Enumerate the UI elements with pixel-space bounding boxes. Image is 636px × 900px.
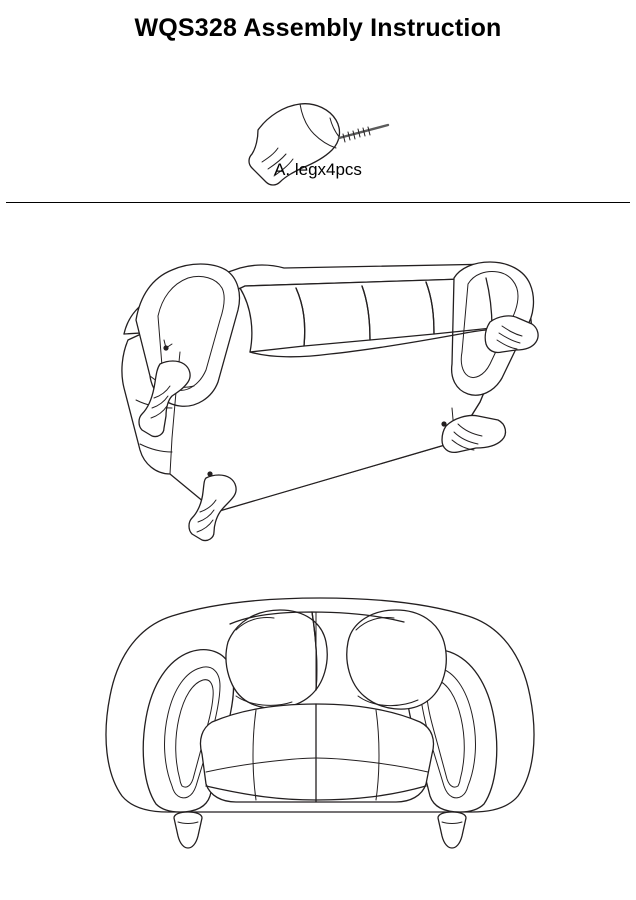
step-2-figure	[60, 560, 580, 860]
step-1-figure	[40, 212, 600, 542]
part-label-a: A. legx4pcs	[274, 160, 362, 179]
assembled-loveseat-diagram	[60, 560, 580, 860]
sofa-upside-down-diagram	[40, 212, 600, 542]
section-divider	[6, 202, 630, 203]
page-title: WQS328 Assembly Instruction	[134, 14, 502, 42]
hand-leg-rear-right	[442, 415, 505, 452]
leg-front-right	[438, 812, 466, 848]
leg-front-left	[174, 812, 202, 848]
loveseat-upright	[106, 598, 534, 848]
